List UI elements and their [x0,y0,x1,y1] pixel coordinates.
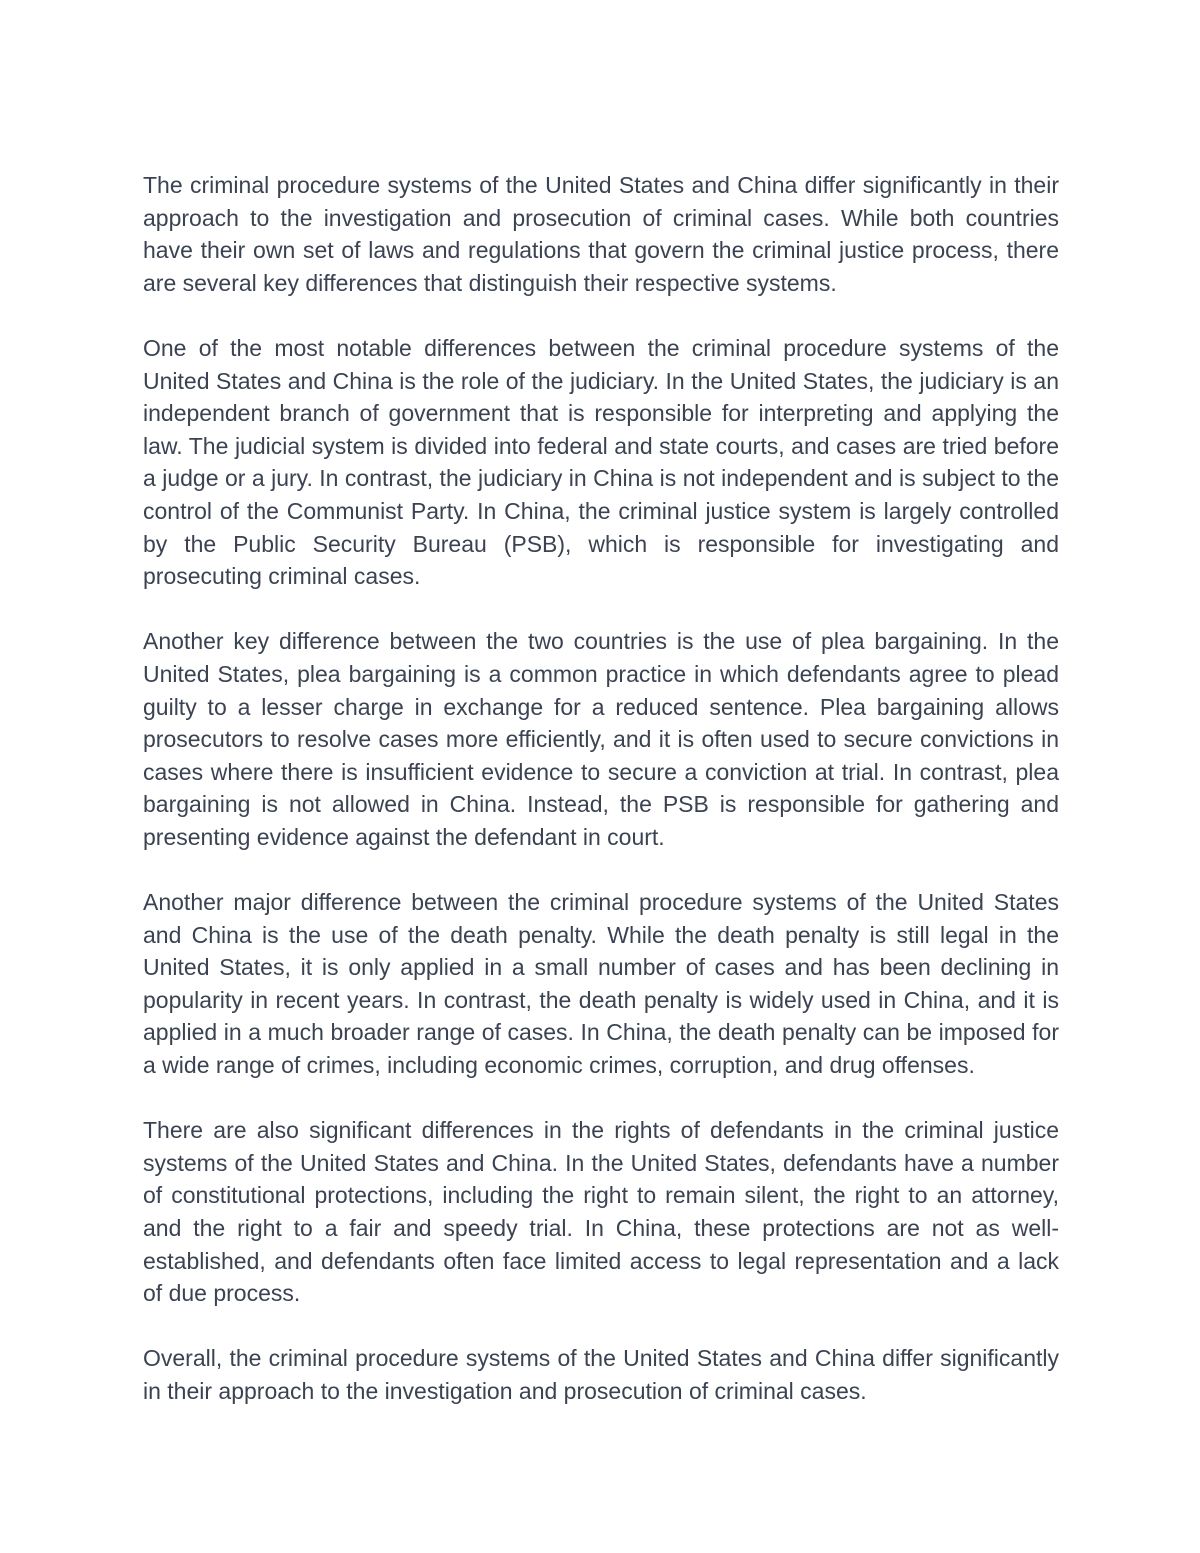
document-body [143,169,1059,1408]
paragraph-judiciary: One of the most notable differences between the criminal procedure systems of the United States and China is the role of the judiciary. In the United States, the judiciary is an independent branch of government that is responsible for interpreting and applying the law. The judicial system is divided into federal and state courts, and cases are tried before a judge or a jury. In contrast, the judiciary in China is not independent and is subject to the control of the Communist Party. In China, the criminal justice system is largely controlled by the Public Security Bureau (PSB), which is responsible for investigating and prosecuting criminal cases. [143,334,1059,590]
paragraph-overall: Overall, the criminal procedure systems of the United States and China differ significantly in their approach to the investigation and prosecution of criminal cases. [143,1345,1059,1404]
paragraph-intro: The criminal procedure systems of the United States and China differ significantly in their approach to the investigation and prosecution of criminal cases. While both countries have their own set of laws and regulations that govern the criminal justice process, there are several key differences that distinguish their respective systems. [143,172,1059,296]
paragraph-death-penalty: Another major difference between the criminal procedure systems of the United States and China is the use of the death penalty. While the death penalty is still legal in the United States, it is only applied in a small number of cases and has been declining in popularity in recent years. In contrast, the death penalty is widely used in China, and it is applied in a much broader range of cases. In China, the death penalty can be imposed for a wide range of crimes, including economic crimes, corruption, and drug offenses. [143,889,1059,1079]
paragraph-defendant-rights: There are also significant differences in the rights of defendants in the criminal justice systems of the United States and China. In the United States, defendants have a number of constitutional protections, including the right to remain silent, the right to an attorney, and the right to a fair and speedy trial. In China, these protections are not as well-established, and defendants often face limited access to legal representation and a lack of due process. [143,1117,1059,1307]
paragraph-plea-bargaining: Another key difference between the two countries is the use of plea bargaining. In the United States, plea bargaining is a common practice in which defendants agree to plead guilty to a lesser charge in exchange for a reduced sentence. Plea bargaining allows prosecutors to resolve cases more efficiently, and it is often used to secure convictions in cases where there is insufficient evidence to secure a conviction at trial. In contrast, plea bargaining is not allowed in China. Instead, the PSB is responsible for gathering and presenting evidence against the defendant in court. [143,628,1059,850]
